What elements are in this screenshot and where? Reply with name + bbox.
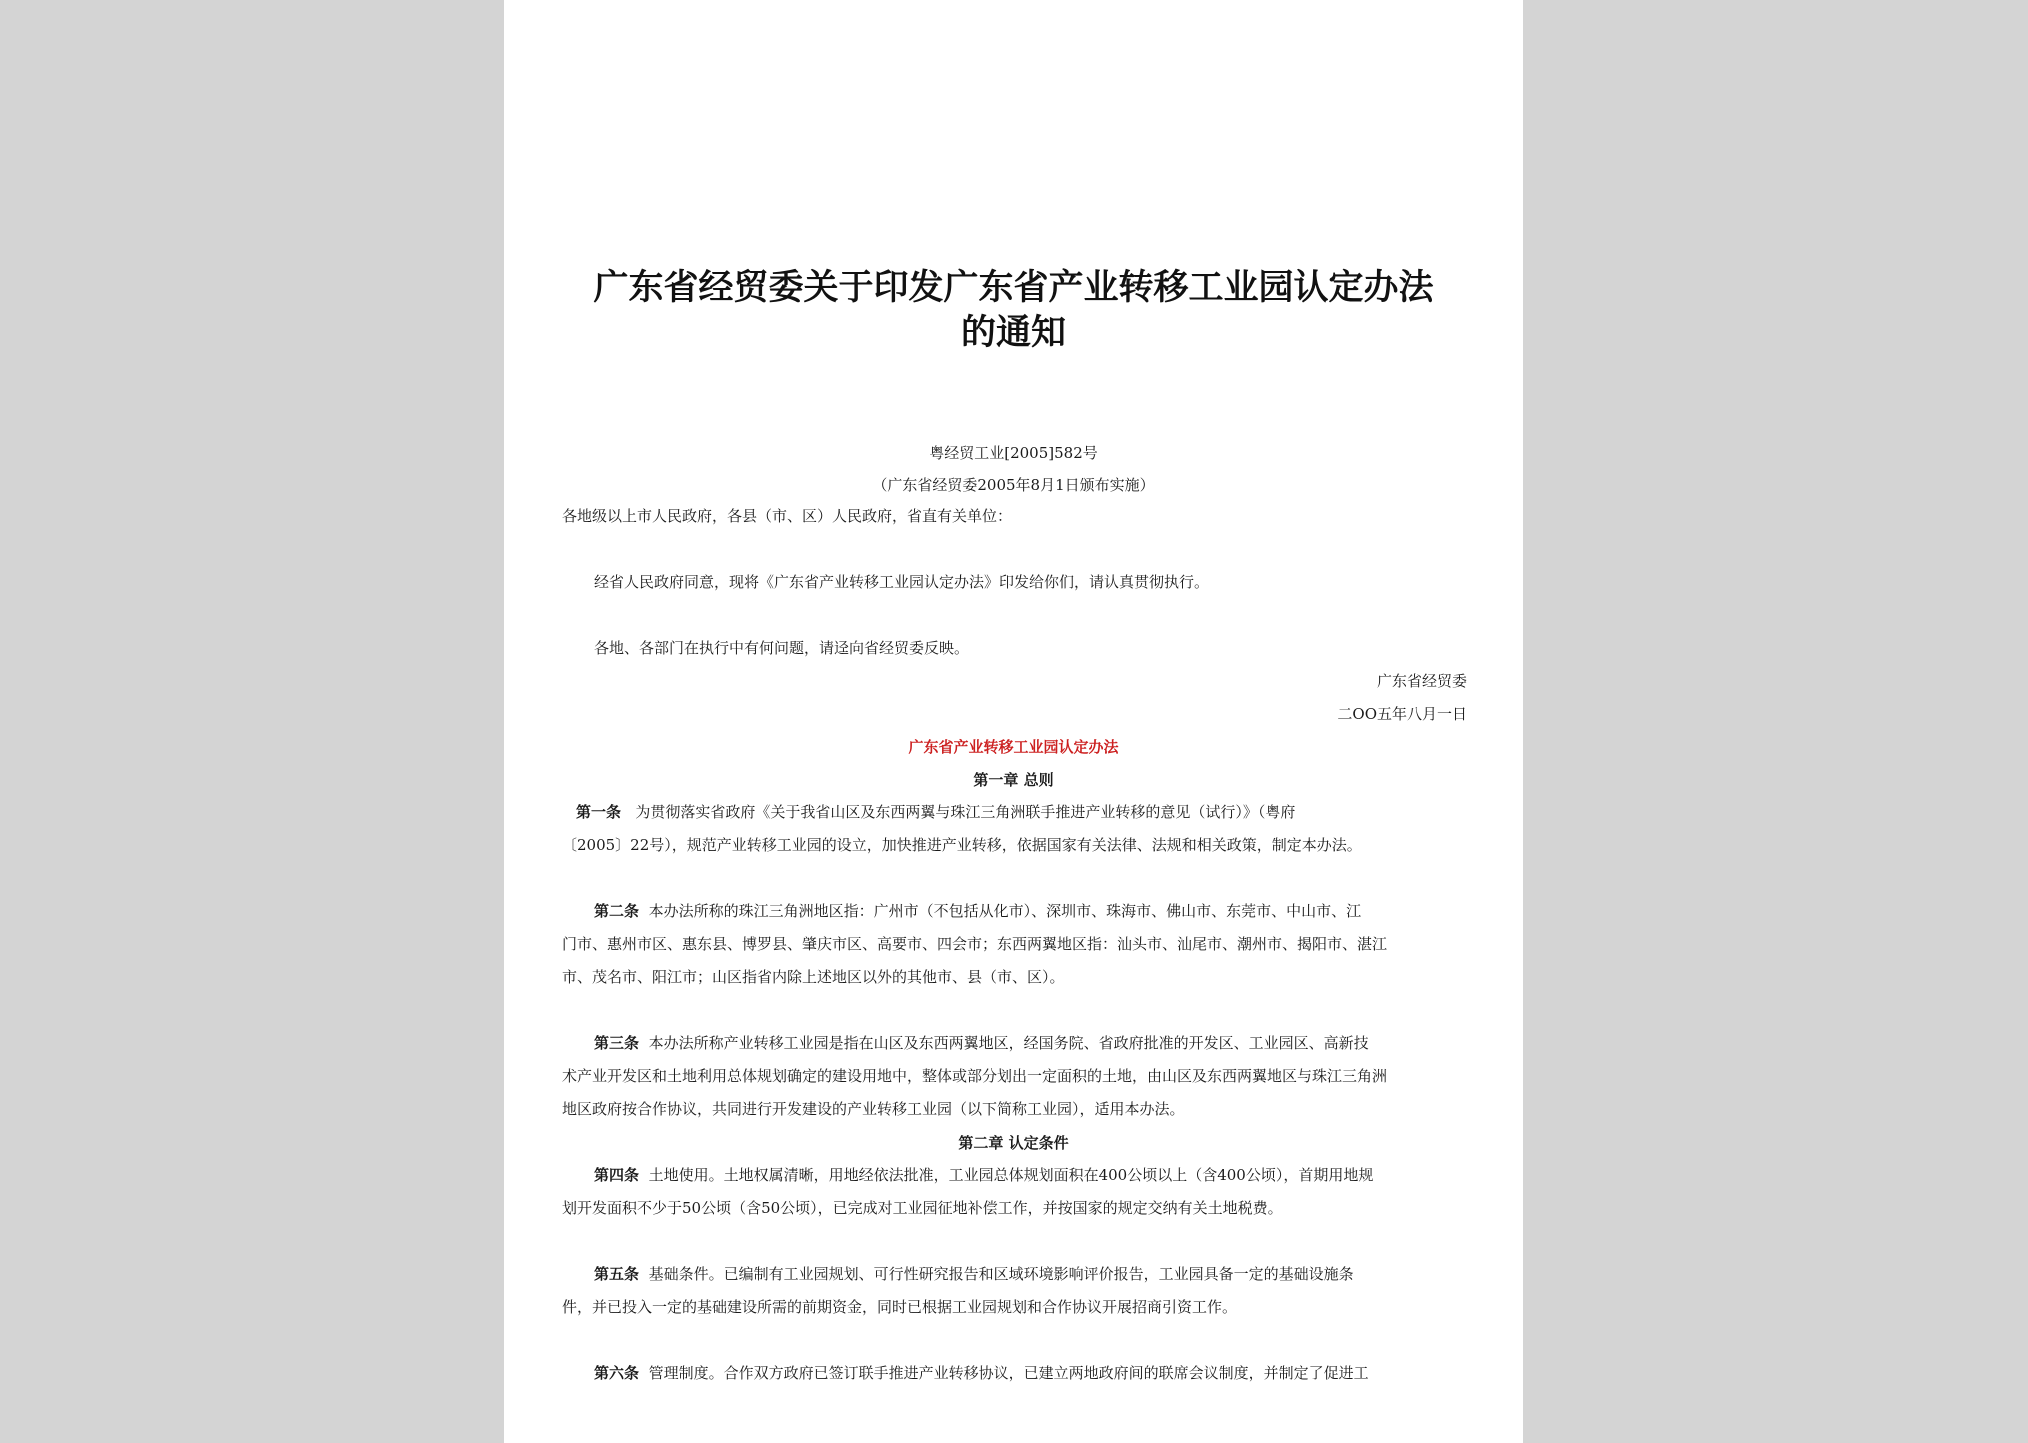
article-5-label: 第五条 (594, 1265, 640, 1283)
document-title-line2: 的通知 (960, 312, 1066, 353)
document-page (504, 0, 1523, 1443)
article-4-line-2: 划开发面积不少于50公顷（含50公顷），已完成对工业园征地补偿工作，并按国家的规定交纳有关土地税费。 (562, 1199, 1283, 1217)
article-1-line-2: 〔2005〕22号），规范产业转移工业园的设立，加快推进产业转移，依据国家有关法律、法规和相关政策，制定本办法。 (562, 836, 1362, 854)
article-3-line-2: 术产业开发区和土地利用总体规划确定的建设用地中，整体或部分划出一定面积的土地，由山区及东西两翼地区与珠江三角洲 (562, 1067, 1388, 1085)
paragraph-1: 经省人民政府同意，现将《广东省产业转移工业园认定办法》印发给你们，请认真贯彻执行。 (594, 573, 1210, 591)
article-2-line-1 (594, 901, 1361, 921)
article-1-label: 第一条 (576, 803, 622, 821)
issue-note: （广东省经贸委2005年8月1日颁布实施） (872, 476, 1155, 494)
article-1-line-1 (576, 802, 1295, 822)
sign-date: 二OO五年八月一日 (1337, 705, 1467, 723)
article-3-line-1 (594, 1033, 1369, 1053)
article-2-text: 本办法所称的珠江三角洲地区指：广州市（不包括从化市）、深圳市、珠海市、佛山市、东莞市、中山市、江 (648, 902, 1362, 920)
article-1-text: 为贯彻落实省政府《关于我省山区及东西两翼与珠江三角洲联手推进产业转移的意见（试行）》（粤府 (635, 803, 1296, 821)
article-2-line-2: 门市、惠州市区、惠东县、博罗县、肇庆市区、高要市、四会市；东西两翼地区指：汕头市、汕尾市、潮州市、揭阳市、湛江 (562, 935, 1388, 953)
article-6-line-1 (594, 1363, 1369, 1383)
article-3-text: 本办法所称产业转移工业园是指在山区及东西两翼地区，经国务院、省政府批准的开发区、工业园区、高新技 (648, 1034, 1369, 1052)
article-6-label: 第六条 (594, 1364, 640, 1382)
article-6-text: 管理制度。合作双方政府已签订联手推进产业转移协议，已建立两地政府间的联席会议制度，并制定了促进工 (648, 1364, 1369, 1382)
document-number: 粤经贸工业[2005]582号 (929, 444, 1098, 462)
paragraph-2: 各地、各部门在执行中有何问题，请迳向省经贸委反映。 (594, 639, 970, 657)
article-4-text: 土地使用。土地权属清晰，用地经依法批准，工业园总体规划面积在400公顷以上（含400公顷），首期用地规 (648, 1166, 1374, 1184)
article-4-label: 第四条 (594, 1166, 640, 1184)
document-title-line1: 广东省经贸委关于印发广东省产业转移工业园认定办法 (593, 267, 1434, 308)
article-5-text: 基础条件。已编制有工业园规划、可行性研究报告和区域环境影响评价报告，工业园具备一定的基础设施条 (648, 1265, 1354, 1283)
article-2-label: 第二条 (594, 902, 640, 920)
chapter-1-heading: 第一章 总则 (973, 771, 1054, 789)
article-5-line-1 (594, 1264, 1354, 1284)
article-3-label: 第三条 (594, 1034, 640, 1052)
addressee: 各地级以上市人民政府，各县（市、区）人民政府，省直有关单位： (562, 507, 1013, 525)
signer: 广东省经贸委 (1376, 672, 1467, 690)
article-4-line-1 (594, 1165, 1373, 1185)
article-5-line-2: 件，并已投入一定的基础建设所需的前期资金，同时已根据工业园规划和合作协议开展招商引资工作。 (562, 1298, 1238, 1316)
article-2-line-3: 市、茂名市、阳江市；山区指省内除上述地区以外的其他市、县（市、区）。 (562, 968, 1065, 986)
chapter-2-heading: 第二章 认定条件 (958, 1134, 1069, 1152)
article-3-line-3: 地区政府按合作协议，共同进行开发建设的产业转移工业园（以下简称工业园），适用本办法。 (562, 1100, 1185, 1118)
annex-title: 广东省产业转移工业园认定办法 (908, 738, 1119, 756)
